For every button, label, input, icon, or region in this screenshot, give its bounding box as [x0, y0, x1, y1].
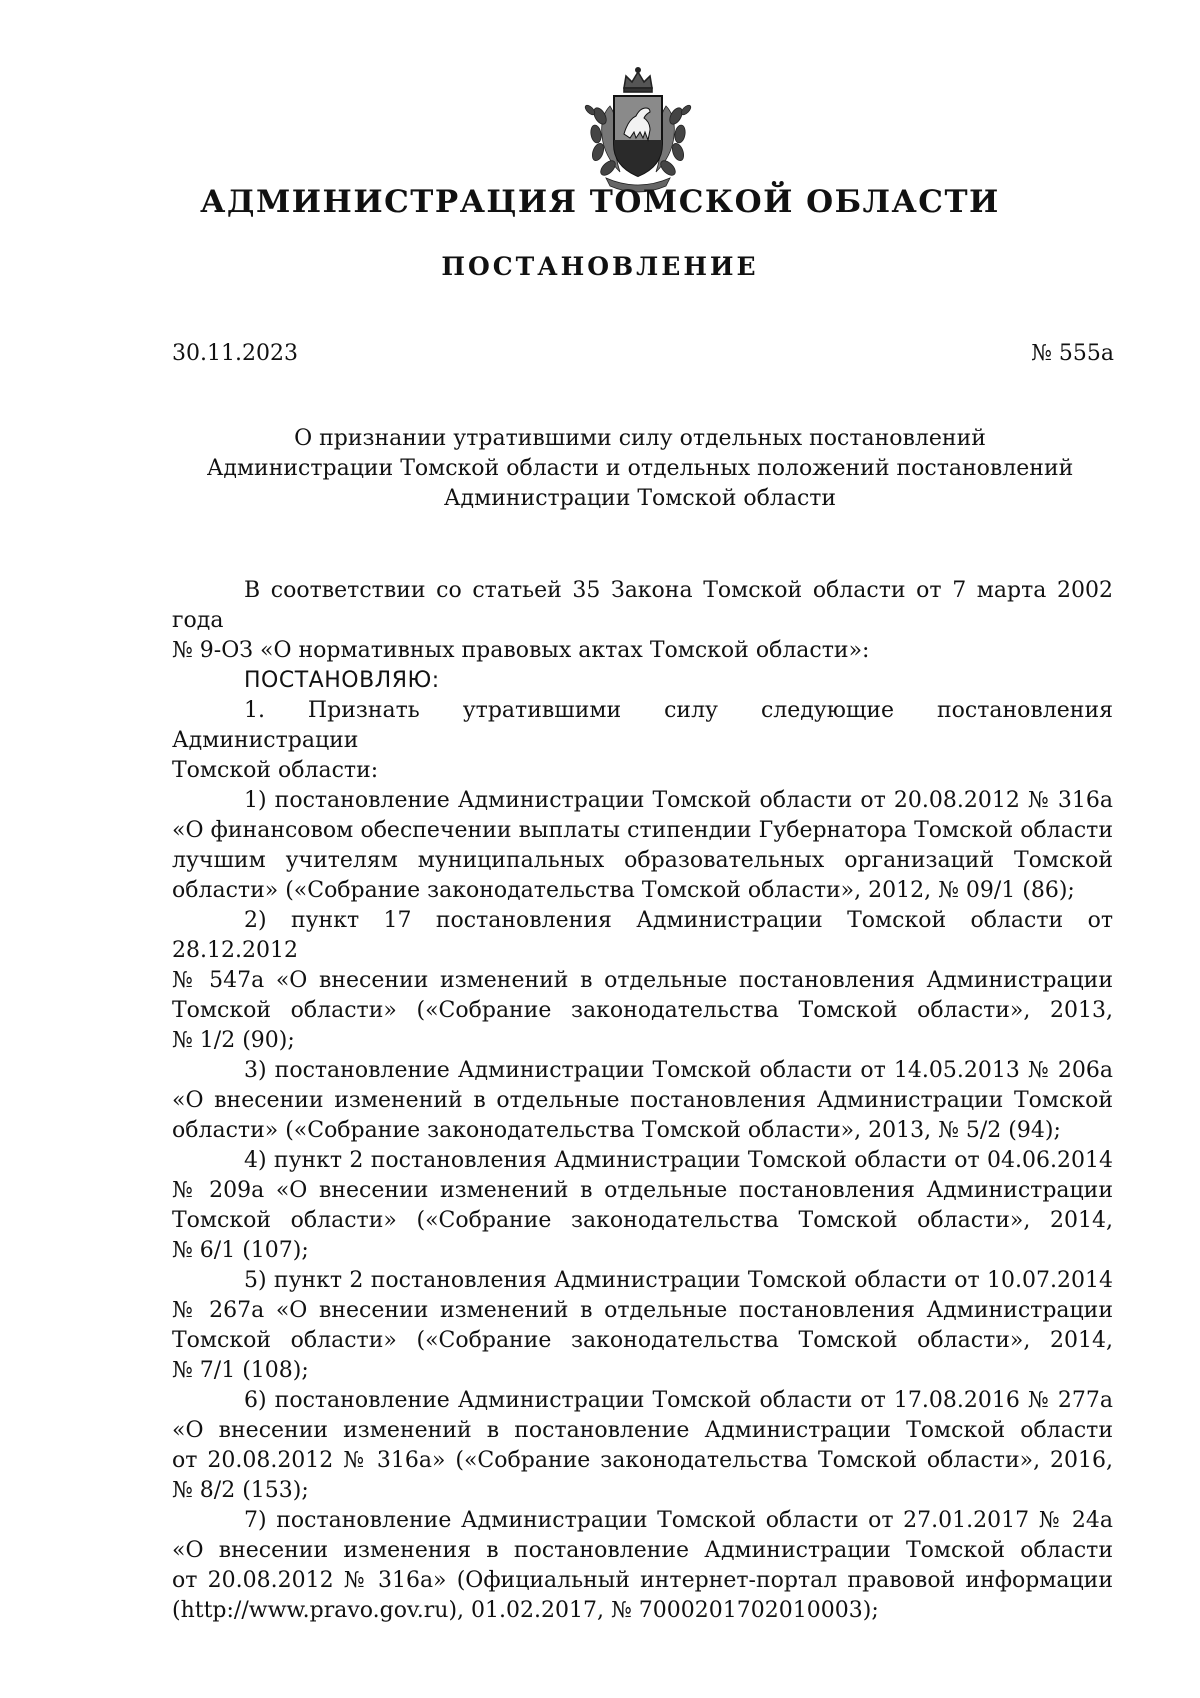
document-date: 30.11.2023: [172, 341, 298, 366]
text-line: № 7/1 (108);: [172, 1358, 309, 1383]
subitem-4-paragraph: [172, 1146, 1113, 1266]
text-line: 3) постановление Администрации Томской области от 14.05.2013 № 206а: [244, 1058, 1113, 1083]
text-line: Томской области» («Собрание законодательства Томской области», 2014,: [172, 1208, 1113, 1233]
subitem-5-paragraph: [172, 1266, 1113, 1386]
item-1-paragraph: [172, 696, 1113, 786]
subitem-6-paragraph: [172, 1386, 1113, 1506]
text-line: № 9-ОЗ «О нормативных правовых актах Томской области»:: [172, 638, 870, 663]
text-line: Томской области» («Собрание законодательства Томской области», 2014,: [172, 1328, 1113, 1353]
text-line: лучшим учителям муниципальных образовательных организаций Томской: [172, 848, 1113, 873]
text-line: области» («Собрание законодательства Томской области», 2013, № 5/2 (94);: [172, 1118, 1061, 1143]
document-subject: [160, 424, 1120, 514]
subject-line: Администрации Томской области и отдельных положений постановлений: [206, 456, 1074, 481]
text-line: 1) постановление Администрации Томской области от 20.08.2012 № 316а: [244, 788, 1113, 813]
text-line: «О внесении изменений в отдельные постановления Администрации Томской: [172, 1088, 1113, 1113]
subitem-3-paragraph: [172, 1056, 1113, 1146]
text-line: 5) пункт 2 постановления Администрации Томской области от 10.07.2014: [244, 1268, 1113, 1293]
text-line: № 209а «О внесении изменений в отдельные постановления Администрации: [172, 1178, 1113, 1203]
document-body: [172, 576, 1113, 1626]
text-line: Томской области» («Собрание законодательства Томской области», 2013,: [172, 998, 1113, 1023]
text-line: 1. Признать утратившими силу следующие постановления Администрации: [172, 698, 1113, 753]
subject-line: О признании утратившими силу отдельных постановлений: [294, 426, 986, 451]
text-line: Томской области:: [172, 758, 379, 783]
text-line: 6) постановление Администрации Томской области от 17.08.2016 № 277а: [244, 1388, 1113, 1413]
text-line: «О внесении изменения в постановление Администрации Томской области: [172, 1538, 1113, 1563]
text-line: (http://www.pravo.gov.ru), 01.02.2017, № 7000201702010003);: [172, 1598, 879, 1623]
text-line: «О финансовом обеспечении выплаты стипендии Губернатора Томской области: [172, 818, 1113, 843]
text-line: «О внесении изменений в постановление Администрации Томской области: [172, 1418, 1113, 1443]
decree-word: ПОСТАНОВЛЯЮ:: [244, 668, 440, 693]
text-line: 4) пункт 2 постановления Администрации Томской области от 04.06.2014: [244, 1148, 1113, 1173]
text-line: № 6/1 (107);: [172, 1238, 309, 1263]
text-line: № 8/2 (153);: [172, 1478, 309, 1503]
text-line: 2) пункт 17 постановления Администрации Томской области от 28.12.2012: [172, 908, 1113, 963]
subitem-2-paragraph: [172, 906, 1113, 1056]
organization-title: АДМИНИСТРАЦИЯ ТОМСКОЙ ОБЛАСТИ: [200, 184, 1000, 220]
text-line: В соответствии со статьей 35 Закона Томской области от 7 марта 2002 года: [172, 578, 1113, 633]
text-line: от 20.08.2012 № 316а» (Официальный интернет-портал правовой информации: [172, 1568, 1113, 1593]
subitem-7-paragraph: [172, 1506, 1113, 1626]
text-line: № 547а «О внесении изменений в отдельные постановления Администрации: [172, 968, 1113, 993]
text-line: области» («Собрание законодательства Томской области», 2012, № 09/1 (86);: [172, 878, 1075, 903]
coat-of-arms-emblem: [580, 66, 696, 194]
text-line: № 267а «О внесении изменений в отдельные постановления Администрации: [172, 1298, 1113, 1323]
document-number: № 555а: [1031, 341, 1114, 366]
intro-paragraph: [172, 576, 1113, 666]
text-line: № 1/2 (90);: [172, 1028, 295, 1053]
subitem-1-paragraph: [172, 786, 1113, 906]
text-line: от 20.08.2012 № 316а» («Собрание законодательства Томской области», 2016,: [172, 1448, 1113, 1473]
subject-line: Администрации Томской области: [443, 486, 837, 511]
text-line: 7) постановление Администрации Томской области от 27.01.2017 № 24а: [244, 1508, 1113, 1533]
document-type-title: ПОСТАНОВЛЕНИЕ: [441, 252, 759, 281]
